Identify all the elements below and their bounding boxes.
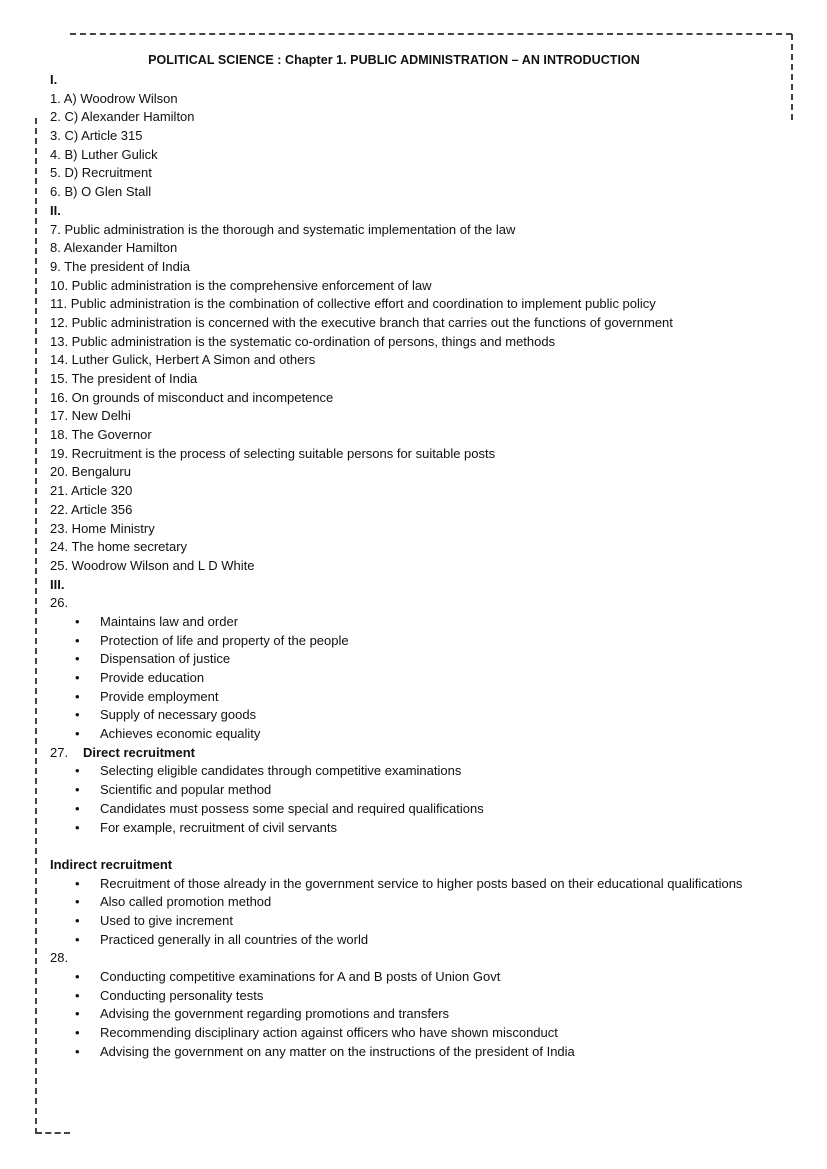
document-title: POLITICAL SCIENCE : Chapter 1. PUBLIC ADMINISTRATION – AN INTRODUCTION: [148, 53, 640, 67]
answer-line: 17. New Delhi: [50, 408, 131, 424]
answer-line: 12. Public administration is concerned with the executive branch that carries out the functions of government: [50, 314, 673, 330]
bullet-item: • Provide employment: [50, 688, 778, 707]
bullet-item: • Candidates must possess some special and required qualifications: [50, 800, 778, 819]
page-border-right: [791, 34, 793, 120]
direct-recruitment-list: [50, 762, 778, 837]
answer-line: 25. Woodrow Wilson and L D White: [50, 557, 255, 573]
answer-line: 23. Home Ministry: [50, 520, 155, 536]
answer-line: 22. Article 356: [50, 501, 133, 517]
spacer: [50, 837, 778, 856]
direct-recruitment-heading: Direct recruitment: [83, 744, 195, 760]
bullet-item: • Advising the government on any matter on the instructions of the president of India: [50, 1043, 778, 1062]
answer-line: 16. On grounds of misconduct and incompetence: [50, 389, 334, 405]
q26-bullet-list: [50, 613, 778, 744]
bullet-item: • Recommending disciplinary action against officers who have shown misconduct: [50, 1024, 778, 1043]
bullet-item: • Also called promotion method: [50, 893, 778, 912]
section-heading-3: III.: [50, 576, 65, 592]
answer-line: 3. C) Article 315: [50, 128, 143, 144]
bullet-item: • Recruitment of those already in the government service to higher posts based on their educational qualifications: [50, 875, 778, 894]
q28-bullet-list: [50, 968, 778, 1061]
answer-line: 24. The home secretary: [50, 539, 188, 555]
question-number-26: 26.: [50, 595, 69, 611]
answer-line: 4. B) Luther Gulick: [50, 146, 158, 162]
answer-line: 6. B) O Glen Stall: [50, 184, 152, 200]
answer-line: 13. Public administration is the systematic co-ordination of persons, things and methods: [50, 333, 556, 349]
bullet-item: • Used to give increment: [50, 912, 778, 931]
answer-line: 18. The Governor: [50, 427, 152, 443]
answer-line: 7. Public administration is the thorough and systematic implementation of the law: [50, 221, 516, 237]
indirect-recruitment-heading: Indirect recruitment: [50, 856, 173, 872]
bullet-item: • Provide education: [50, 669, 778, 688]
bullet-item: • Advising the government regarding promotions and transfers: [50, 1005, 778, 1024]
bullet-item: • Conducting competitive examinations for A and B posts of Union Govt: [50, 968, 778, 987]
answer-line: 21. Article 320: [50, 483, 133, 499]
answer-line: 14. Luther Gulick, Herbert A Simon and others: [50, 352, 316, 368]
bullet-item: • Supply of necessary goods: [50, 706, 778, 725]
bullet-item: • Protection of life and property of the people: [50, 632, 778, 651]
answer-line: 2. C) Alexander Hamilton: [50, 109, 195, 125]
bullet-item: • For example, recruitment of civil servants: [50, 819, 778, 838]
bullet-item: • Conducting personality tests: [50, 987, 778, 1006]
answer-line: 5. D) Recruitment: [50, 165, 152, 181]
answer-line: 20. Bengaluru: [50, 464, 131, 480]
page-border-top: [70, 33, 792, 35]
page-border-left: [35, 118, 37, 1134]
question-number-28: 28.: [50, 950, 69, 966]
answer-line: 19. Recruitment is the process of selecting suitable persons for suitable posts: [50, 445, 496, 461]
section-2-list: [50, 221, 778, 576]
section-heading-2: II.: [50, 202, 61, 218]
answer-line: 11. Public administration is the combination of collective effort and coordination to implement public policy: [50, 296, 656, 312]
bullet-item: • Achieves economic equality: [50, 725, 778, 744]
answer-line: 15. The president of India: [50, 371, 198, 386]
answer-content: [50, 71, 778, 1061]
bullet-item: • Practiced generally in all countries of the world: [50, 931, 778, 950]
bullet-item: • Dispensation of justice: [50, 650, 778, 669]
question-number-27: 27.: [50, 744, 69, 760]
answer-line: 1. A) Woodrow Wilson: [50, 90, 178, 106]
bullet-item: • Scientific and popular method: [50, 781, 778, 800]
section-1-list: [50, 90, 778, 202]
section-heading-1: I.: [50, 72, 58, 87]
question-27-row: [50, 744, 778, 763]
answer-line: 10. Public administration is the comprehensive enforcement of law: [50, 277, 432, 293]
bullet-item: • Maintains law and order: [50, 613, 778, 632]
answer-line: 9. The president of India: [50, 258, 190, 274]
answer-line: 8. Alexander Hamilton: [50, 240, 178, 256]
indirect-recruitment-list: [50, 875, 778, 950]
page-border-bottom: [36, 1132, 70, 1134]
bullet-item: • Selecting eligible candidates through competitive examinations: [50, 762, 778, 781]
